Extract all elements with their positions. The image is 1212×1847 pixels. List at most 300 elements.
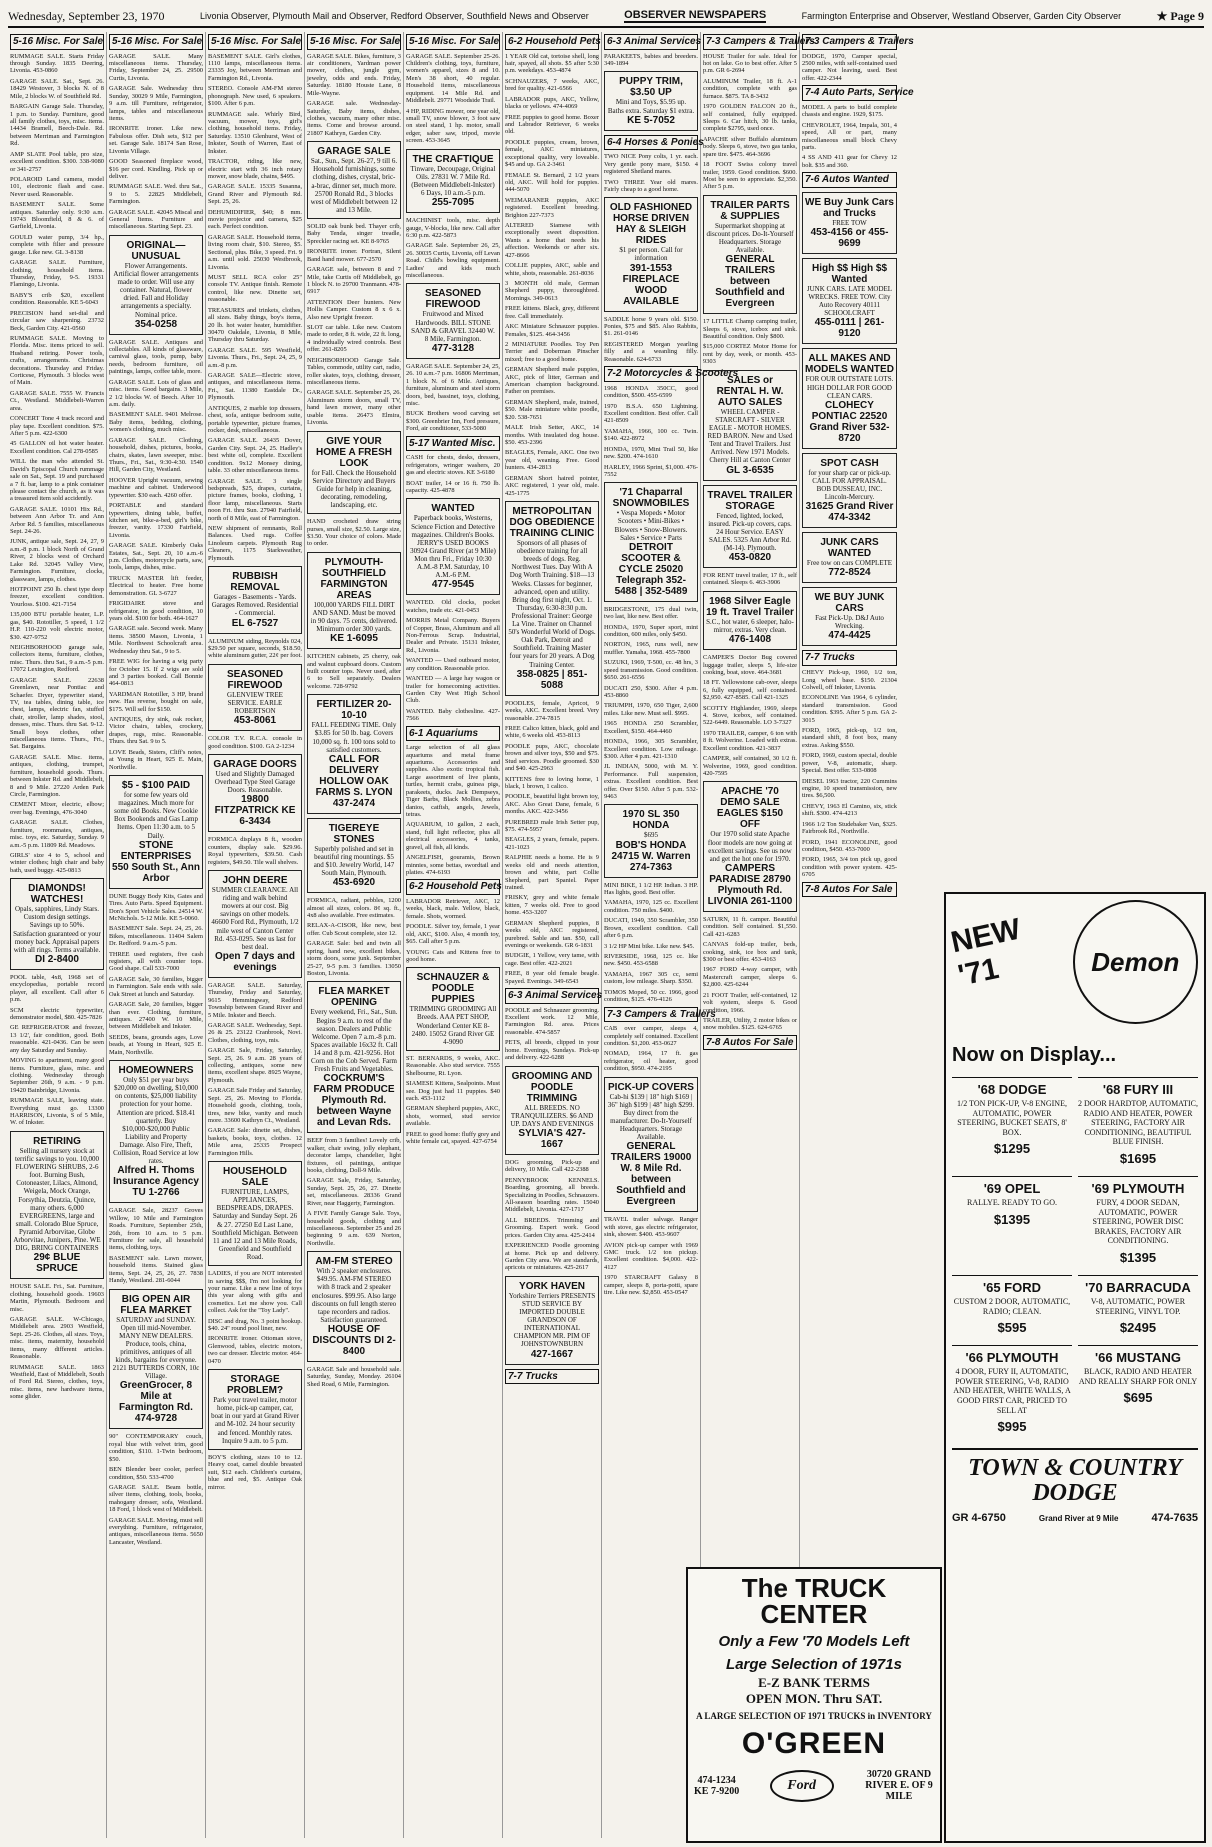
display-ad-head: AM-FM STEREO <box>315 1256 393 1268</box>
display-ad <box>307 694 401 813</box>
column-5 <box>404 32 503 1838</box>
display-ad-head: PUPPY TRIM, $3.50 UP <box>619 76 683 99</box>
classified-ad: AQUARIUM, 10 gallon, 2 each, stand, full light reflector, plus all electrical accessories, 4 tanks, gravel, all fish, all kinds. <box>406 821 500 851</box>
classified-ad: 21 FOOT Trailer, self-contained, 12 volt system, sleeps 6. Good condition, 1966. <box>703 991 797 1014</box>
car-model: '68 FURY III <box>1102 1082 1174 1097</box>
classified-ad: HONDA, 1970, Mini Trail 50, like new. $200. 474-1610 <box>604 445 698 461</box>
display-ad <box>307 1251 401 1362</box>
display-ad-head: GROOMING AND POODLE TRIMMING <box>511 1070 593 1104</box>
classified-ad: HARLEY, 1966 Sprint, $1,000. 476-7552 <box>604 463 698 478</box>
display-ad-phone: 358-0825 | 851-5088 <box>516 668 588 691</box>
display-ad-body: Every weekend, Fri., Sat., Sun. Begins 9 a.m. to rest of the season. Dealers and Public Welcome. Open 7 a.m.-8 p.m. Spaces available 16x32 ft. Call 14 and 8 p.m. 421-9256. Hot Corn on the Cob Served. Farm Fresh Fruits and Vegetables. <box>310 1008 398 1074</box>
classified-ad: IRONRITE ironer. Fortran, Silent Band hand mower. 677-2570 <box>307 248 401 263</box>
classified-ad: GARAGE SALE. Wednesday, Sept. 26 & 25. 23122 Cranbrook, Novi. Clothes, clothing, toys, mis. <box>208 1021 302 1044</box>
display-ad <box>703 781 797 911</box>
column-3 <box>206 32 305 1838</box>
classified-ad: RUMMAGE SALE, leaving state. Everything must go. 13300 HARRISON, Livonia, S of 5 Mile, W. of Inkster. <box>10 1097 104 1127</box>
display-ad-body: TRIMMING GROOMING All Breeds. AAA PET SHOP, Wonderland Center KE 8-2480. 15052 Grand River GE 4-9090 <box>409 1005 497 1046</box>
display-ad-head: APACHE '70 DEMO SALE EAGLES $150 OFF <box>716 786 784 831</box>
display-ad-phone: 455-0111 | 261-9120 <box>814 317 885 340</box>
classified-ad: BOAT trailer, 14 or 16 ft. 750 lb. capacity. 425-4878 <box>406 479 500 494</box>
classified-ad: BASEMENT Sale. Sept. 24, 25, 26. Bikes, miscellaneous. 11404 Salem Dr. Redford. 9 a.m.-5 p.m. <box>109 925 203 948</box>
display-ad-head: SEASONED FIREWOOD <box>226 668 284 691</box>
classified-ad: NEIGHBORHOOD garage sale, collectors items, furniture, clothes, misc. Thurs. thru Sat., 9 a.m.-5 p.m. 17072 Lexington, Redford. <box>10 643 104 674</box>
classified-ad: HOUSE Trailer for sale. Ideal for hot on lake. Go to best offer. After 5 p.m. GR 6-2694 <box>703 52 797 75</box>
display-ad-body: Yorkshire Terriers PRESENTS STUD SERVICE BY IMPORTED DOUBLE GRANDSON OF INTERNATIONAL CHAMPION MR. PIM OF JOHNSTOWNBURN <box>508 1291 596 1349</box>
classified-ad: TRIUMPH, 1970, 650 Tiger, 2,600 miles. Like new. Must sell. $995. <box>604 702 698 717</box>
car-price: $695 <box>1123 1390 1153 1406</box>
classified-ad: GARAGE Sale, Friday, Saturday, Sept. 25, 26. 9 a.m. 28 years of collecting, antiques, some new items, excellent shape. 8925 Wayne, Plymouth. <box>208 1047 302 1084</box>
classified-ad: TRAVEL trailer salvage. Ranger with stove, gas electric refrigerator, sink, shower. $400. 453-9607 <box>604 1216 698 1239</box>
classified-ad: GARAGE SALE. Household items, living room chair, $10. Stereo, $5. Sectional, plus. Bike, 3 speed. Fri. 9 a.m. until sold. 25030 Westbrook, Livonia. <box>208 233 302 271</box>
display-ad <box>208 566 302 633</box>
display-ad-body: for your sharp car or pick-up. CALL FOR APPRAISAL. BOB DUSSEAU, INC. Lincoln-Mercury. <box>808 468 891 502</box>
display-ad-head: TRAVEL TRAILER STORAGE <box>707 489 793 512</box>
papers-left: Livonia Observer, Plymouth Mail and Observer, Redford Observer, Southfield News and Observer <box>200 11 589 21</box>
display-ad-body: GLENVIEW TREE SERVICE. EARLE ROBERTSON <box>227 690 283 715</box>
display-ad-head: FERTILIZER 20-10-10 <box>316 699 392 722</box>
classified-ad: 1970 STARCRAFT Galaxy 8 camper, sleeps 8, porta-potti, spare tire. Like new. $2,850. 453-0547 <box>604 1274 698 1297</box>
section-header: 7-7 Trucks <box>505 1369 599 1385</box>
classified-ad: GARAGE SALE. Moving, must sell everything. Furniture, refrigerator, antiques, miscellaneous items. 5650 Lancaster, Westland. <box>109 1516 203 1546</box>
car-price: $1695 <box>1119 1150 1157 1166</box>
display-ad-head: WANTED <box>431 503 475 515</box>
display-ad-phone: 19800 FITZPATRICK KE 6-3434 <box>214 794 296 828</box>
classified-ad: ALTERED Siamese with exceptionally sweet disposition. Wants a home that needs his affection. Weekends or after six. 427-8666 <box>505 222 599 259</box>
classified-ad: 3 MONTH old male, German Shepherd puppy, thoroughbred. Mornings. 349-0613 <box>505 279 599 302</box>
classified-ad: GARAGE SALE. W-Chicago, Middlebelt area. 2903 Westfield, Sept. 25-26. Clothes, all sizes. Toys, misc. items, maternity, household items, many different articles. Reasonable. <box>10 1315 104 1361</box>
display-ad <box>604 197 698 311</box>
classified-ad: DODGE, 1970, Camper special, 2500 miles, with self-contained used camper. Not leaving, used. Best offer. 422-2344 <box>802 52 897 82</box>
section-header: 7-3 Campers & Trailers <box>703 34 797 50</box>
car-model: '69 OPEL <box>983 1180 1041 1196</box>
classified-ad: AKC Miniature Schnauzer puppies. Females, $125. 464-3456 <box>505 323 599 338</box>
classified-ad: FREE to good home: fluffy grey and white female cat, spayed. 427-6754 <box>406 1130 500 1146</box>
display-ad-body: Garages - Basements - Yards. Garages Removed. Residential - Commercial. <box>211 593 299 618</box>
car-model: '68 DODGE <box>977 1082 1047 1097</box>
classified-ad: A FIVE Family Garage Sale. Toys, household goods, clothing and miscellaneous. September 25 and 26 beginning 9 a.m. 639 Norton, Northville. <box>307 1210 401 1247</box>
classified-ad: MOVING to apartment, many good items. Furniture, glass, misc. and clothing. Wednesday through September 26th, 9 a.m. - 9 p.m. 19420 Bainbridge, Livonia. <box>10 1057 104 1094</box>
classified-ad: DOG grooming, Pick-up and delivery, 10 Mile. Call 422-2388 <box>505 1158 599 1174</box>
classified-ad: EXPERIENCED Poodle grooming at home. Pick up and delivery. Garden City area. We are standards, apricots or miniatures. 425-2617 <box>505 1242 599 1272</box>
classified-ad: FORMICA, radiant, pebbles, 1200 almost all sizes, colors. 8¢ sq. ft., 4x8 also available. Free estimates. <box>307 897 401 920</box>
display-ad-head: JUNK CARS WANTED <box>820 537 879 560</box>
classified-ad: FRIGIDAIRE stove and refrigerator, in good condition, 10 years old. $100 for both. 464-1627 <box>109 600 203 622</box>
section-header: 5-16 Misc. For Sale <box>307 34 401 50</box>
classified-ad: TREASURES and trinkets, clothes, all sizes. Baby things, boy's items, 20 lb. hot water heater, humidifier. 30470 Oakdale, Livonia, 8 Mile, Thursday thru Saturday. <box>208 306 302 344</box>
classified-ad: 1965 HONDA 250 Scrambler, Excellent, $150. 464-4460 <box>604 720 698 735</box>
classified-ad: GARAGE Sale. Wednesday thru Sunday, 30029 9 Mile, Farmington, 9 a.m. till Furniture, refrigerator, lamps, tables and miscellaneous items. <box>109 85 203 122</box>
classified-ad: DIESEL 1963 tractor, 220 Cummins engine, 10 speed transmission, new tires. $6,500. <box>802 777 897 800</box>
classified-ad: CASH for chests, desks, dressers, refrigerators, wringer washers, 20 gas and electric stoves. KE 3-6180 <box>406 454 500 477</box>
dealer-top <box>948 900 1198 1040</box>
classified-ad: MORRIS Metal Company. Buyers of Copper, Brass, Aluminum and all Non-Ferrous Scrap. Industrial, Dealer and Private. 15131 Inkster, Rd., Livonia. <box>406 617 500 654</box>
classified-ad: YAMAHA, 1967 305 cc, semi custom, low mileage. Sharp. $350. <box>604 970 698 986</box>
display-ad-phone: 453-0820 <box>728 552 772 564</box>
display-ad-phone: CALL FOR DELIVERY HOLLOW OAK FARMS S. LYON 437-2474 <box>315 753 393 809</box>
display-ad-body: Selling all nursery stock at terrific savings to you. 10,000 FLOWERING SHRUBS, 2-6 foot. Burning Bush, Cotoneaster, Lilacs, Almond, Weigela, Mock Orange, Forsythia, Deutzia, Quince, many others. 6,000 EVERGREENS, large and small. Colorado Blue Spruce, Pyramid Arborvitae, Globe Arborvitae, Junipers, Pine. WE DIG, BRING CONTAINERS <box>13 1146 101 1253</box>
display-ad-head: High $$ High $$ Wanted <box>811 262 887 285</box>
classified-ad: DEHUMIDIFIER, $40; 8 mm. movie projector and camera, $25 each. Perfect condition. <box>208 208 302 231</box>
classified-ad: BOY'S clothing, sizes 10 to 12. Heavy coat, camel double breasted suit, $12 each. Children's curtains, blue and red, $5. Antique Oak mirror. <box>208 1453 302 1491</box>
car-desc: 2 DOOR HARDTOP, AUTOMATIC, RADIO AND HEATER, POWER STEERING, FACTORY AIR CONDITIONING, BEAUTIFUL BLUE FINISH. <box>1078 1099 1198 1147</box>
display-ad-body: FREE TOW <box>832 218 867 227</box>
display-ad-body: 100,000 YARDS FILL DIRT AND SAND. Must be moved in 90 days. 75 cents, delivered. Minimum order 300 yards. <box>310 600 398 634</box>
truck-line-4: OPEN MON. Thru SAT. <box>745 1691 883 1706</box>
classified-ad: 18 FOOT Swiss colony travel trailer, 1959. Good condition. $600. Most be seen to appreciate. $2,350. After 5 p.m. <box>703 161 797 191</box>
display-ad-head: SALES or RENTAL H. W. AUTO SALES <box>716 374 784 408</box>
display-ad-head: STORAGE PROBLEM? <box>226 1374 284 1397</box>
classified-ad: GERMAN Shepherd puppies, AKC, shots, wormed, stud service available. <box>406 1105 500 1128</box>
classified-ad: PENNYBROOK KENNELS. Boarding, grooming, all breeds. Specializing in Poodles, Schnauzers. All-season boarding rates. 15040 Middlebelt, Livonia. 427-1717 <box>505 1176 599 1214</box>
display-ad-phone: KE 1-6095 <box>330 633 378 645</box>
display-ad-phone: KE 5-7052 <box>627 114 675 126</box>
classified-ad: BARGAIN Garage Sale. Thursday, 1 p.m. to Sunday. Furniture, good all family clothes, toys, misc. items. 14434 Bramell, Beech-Dale. Rd. between Merriman and Farmington Rd. <box>10 103 104 148</box>
display-ad-body: Used and Slightly Damaged Overhead Type Steel Garage Doors. Reasonable. <box>214 769 296 795</box>
truck-line-3: E-Z BANK TERMS <box>758 1675 870 1690</box>
classified-ad: 1970 B.S.A. 650 Lightning. Excellent condition. Best offer. Call 421-8509 <box>604 402 698 425</box>
classified-ad: CAMPER, self contained, 30 1/2 ft. Wolverine, 1969, good condition. 420-7595 <box>703 755 797 778</box>
car-listing <box>952 1275 1072 1335</box>
classified-ad: BEN Blender beer cooler, perfect condition, $50. 533-4700 <box>109 1466 203 1481</box>
display-ad-phone: Alfred H. Thoms Insurance Agency TU 1-2766 <box>113 1165 199 1199</box>
classified-ad: DUNE Buggy Body Kits, Gates and Tires. Auto Parts. Speed Equipment. Don's Sport Vehicle Sales. 24514 W. McNichols. 5-12 Mile. KE 5-0060. <box>109 892 203 922</box>
display-ad-head: HOUSEHOLD SALE <box>223 1166 287 1189</box>
classified-ad: BUCK Brothers wood carving set $300. Greenbrier Inn, Ford pressure, Ford, air conditioner, 533-5080 <box>406 410 500 433</box>
display-ad-head: ORIGINAL—UNUSUAL <box>126 239 186 262</box>
display-ad <box>109 1289 203 1430</box>
classified-ad: MUST SELL RCA color 25" console TV. Antique finish. Remote control, like new. Dinette set, reasonable. <box>208 273 302 304</box>
car-price: $1395 <box>993 1211 1031 1227</box>
display-ad <box>406 967 500 1051</box>
classified-ad: CEMENT Mixer, electric, elbow; over bag. Evenings, 476-3040 <box>10 801 104 816</box>
classified-ad: WANTED — A large hay wagon or trailer for homecoming activities. Garden City West High School Club. <box>406 675 500 705</box>
classified-ad: KITCHEN cabinets, 25 cherry, oak and walnut cupboard doors. Custom built counter tops. Never used, after 6 to Sell separately. Dealers welcome. 728-9792 <box>307 653 401 690</box>
truck-line-1: Only a Few '70 Models Left <box>718 1633 910 1650</box>
masthead <box>8 6 1204 28</box>
classified-ad: 1970 TRAILER, camper, 6 ton with 8 ft. Wolverine. Loaded with extras. Excellent condition. 421-3837 <box>703 729 797 752</box>
section-header: 7-3 Campers & Trailers <box>802 34 897 50</box>
dealer-address: Grand River at 9 Mile <box>1038 1513 1119 1523</box>
classified-ad: POODLE. Silver toy, female, 1 year old, AKC, $100. Also, 4 month toy, $65. Call after 5 p.m. <box>406 923 500 946</box>
classified-ad: 3 1/2 HP Mini bike. Like new. $45. <box>604 942 695 950</box>
display-ad-head: TIGEREYE STONES <box>328 822 380 845</box>
classified-ad: PETS, all breeds, clipped in your home. Evenings, Sundays. Pick-up and delivery. 422-6288 <box>505 1039 599 1062</box>
classified-ad: GERMAN Short haired pointer, AKC registered, 1 year old, male. 425-1775 <box>505 474 599 497</box>
classified-ad: NORTON, 1965, runs well, new muffler. Yamaha, 1968. 455-7800 <box>604 641 698 656</box>
display-ad-phone: STONE ENTERPRISES 550 South St., Ann Arbor <box>112 839 200 884</box>
display-ad-head: SPOT CASH <box>820 457 879 469</box>
classified-ad: GARAGE SALE. Clothing, household, dishes, pictures, books, chairs, skates, lawn sweeper, misc. Thurs., Fri., Sat., 9:30-4:30. 1540 Hill, Garden City, Westland. <box>109 436 203 474</box>
dealer-contact <box>952 1512 1198 1524</box>
classified-ad: MACHINIST tools, misc. depth gauge, V-blocks, like new. Call after 6:30 p.m. 422-5873 <box>406 217 500 239</box>
town-country-dodge-ad <box>944 892 1206 1843</box>
classified-ad: GARAGE SALE. Misc. items, antiques, clothing, trumpet, furniture, household goods. Thurs. between Inkster Rd. and Middlebelt, 8 and 9 Mile. 27220 Arden Park Circle, Farmington. <box>10 753 104 798</box>
classified-ad: GARAGE SALE. September 25, 26. Aluminum storm doors, small TV, hand lawn mower, many other usable items. 26473 Elmira, Livonia. <box>307 389 401 427</box>
section-header: 6-3 Animal Services <box>505 988 599 1004</box>
column-2 <box>107 32 206 1838</box>
display-ad-head: 1970 SL 350 HONDA <box>622 809 680 832</box>
display-ad-phone: 476-1408 <box>728 634 772 646</box>
display-ad-phone: DETROIT SCOOTER & CYCLE 25020 Telegraph 352-5488 | 352-5489 <box>614 541 688 597</box>
display-ad <box>208 754 302 832</box>
classified-ad: GARAGE Sale, 30 families, bigger in Farmington. Sale ends with sale. Oak Street at lunch and Saturday. <box>109 975 203 998</box>
display-ad <box>802 348 897 448</box>
classified-ad: GARAGE SALE. September 24, 25, 26. 10 a.m.-7 p.m. 16806 Merriman, 1 block N. of 6 Mile. Antiques, furniture, aluminum and steel storm doors, bed, bassinet, toys, clothing, misc. <box>406 362 500 408</box>
display-ad <box>208 664 302 731</box>
dealer-name: TOWN & COUNTRY DODGE <box>952 1448 1198 1506</box>
display-ad-body: Fenced, lighted, locked, insured. Pick-up covers, caps. 24 Hour Service. EASY SALES. 5325 Ann Arbor Rd. (M-14). Plymouth. <box>708 511 792 552</box>
car-listing <box>1078 1345 1198 1434</box>
classified-ad: RUMMAGE sale. Whirly Bird, vacuum, mower, toys, girl's clothing, household items. Friday, Saturday. 13510 Glenhurst, West of Inkster, South of Warren, East of Inkster. <box>208 110 302 155</box>
dealer-phone-2: 474-7635 <box>1151 1512 1198 1525</box>
car-desc: BLACK, RADIO AND HEATER AND REALLY SHARP FOR ONLY <box>1078 1367 1198 1386</box>
section-header: 5-16 Misc. For Sale <box>10 34 104 50</box>
classified-ad: ATTENTION Deer hunters. New Hollis Camper. Custom 8 x 6 x. Also new Upright freezer. <box>307 298 401 321</box>
display-ad <box>604 804 698 877</box>
classified-ad: SLOT car table. Like new. Custom made to order, 8 ft. wide, 22 ft. long, 4 individually wired controls. Best offer. 261-8205 <box>307 324 401 354</box>
display-ad-body: Tinware, Decoupage, Original Oils. 27831 W. 7 Mile Rd. (Between Middlebelt-Inkster) 6 Days, 10 a.m.-5 p.m. <box>410 164 496 197</box>
display-ad <box>109 235 203 335</box>
display-ad-head: DIAMONDS! WATCHES! <box>28 883 86 906</box>
classified-ad: RALPHIE needs a home. He is 9 weeks old and needs attention, brown and white, part Collie Shepherd, part Spaniel. Paper trained. <box>505 854 599 891</box>
classified-ad: CONCERT Tone 4 track record and play tape. Excellent condition. $75. After 5 p.m. 422-6300 <box>10 415 104 437</box>
classified-ad: GARAGE SALE. Kimberly Oaks Estates, Sat., Sept. 20, 10 a.m.-6 p.m. Clothes, motorcycle parts, saw, tools, lamps, dishes, misc. <box>109 542 203 572</box>
display-ad-head: PICK-UP COVERS <box>608 1081 694 1093</box>
display-ad-phone: 453-8061 <box>233 715 277 727</box>
classified-ad: GERMAN Shepherd, male, trained, $50. Male miniature white poodle, $20. 538-7651 <box>505 398 599 421</box>
classified-ad: HOTPOINT 250 lb. chest type deep freezer, excellent condition. Yourloss. $100. 421-7154 <box>10 586 104 608</box>
truck-title: The TRUCK CENTER <box>741 1573 887 1629</box>
classified-ad: TRACTOR, riding, like new, electric start with 36 inch rotary mower, snow blade, chains, $495. <box>208 158 302 180</box>
truck-contact <box>694 1769 934 1802</box>
display-ad <box>802 192 897 254</box>
classified-ad: FEMALE St. Bernard, 2 1/2 years old, AKC. Will hold for puppies. 444-5070 <box>505 171 599 194</box>
classified-ad: JUNK, antique sale, Sept. 24, 27, 9 a.m.-8 p.m. 1 block North of Grand River, 2 blocks west of Orchard Lake Rd. 32045 Valley View, Farmington. Furniture, clocks, glassware, lamps, clothes. <box>10 538 104 583</box>
display-ad-head: METROPOLITAN DOG OBEDIENCE TRAINING CLINIC <box>509 505 595 539</box>
classified-ad: ANTIQUES, dry sink, oak rocker, Victor chairs, tables, crockery, drapes, rugs, misc. Reasonable. Thurs. thru Sat. 9 to 5. <box>109 716 203 746</box>
classified-ad: BEAGLES, 2 years, female, papers. 421-1023 <box>505 836 599 851</box>
display-ad <box>307 552 401 649</box>
display-ad-phone: 31625 Grand River 474-3342 <box>805 501 894 524</box>
classified-ad: JL INDIAN, 5000, with M. Y. Performance. Full suspension, extras. Excellent condition. Best offer. Over $150. After 5 p.m. 532-9463 <box>604 763 698 801</box>
display-ad-body: • Vespa Mopeds • Motor Scooters • Mini-Bikes • Blowers • Snow-Blowers. Sales • Service • Parts <box>614 509 688 542</box>
classified-ad: POODLE, beautiful light brown toy, AKC. Also Great Dane, female, 6 months. AKC. 422-3456 <box>505 793 599 816</box>
classified-ad: GARAGE sale, between 8 and 7 Mile, take Curtis off Middlebelt, go 1 block N. to 29700 Tranmann. 478-6917 <box>307 266 401 296</box>
classified-ad: GERMAN Shepherd puppies, 8 weeks old, AKC registered, purebred. Sable and tan. $50, call evenings or weekends. GR 6-1831 <box>505 919 599 949</box>
display-ad <box>109 1060 203 1203</box>
display-ad <box>703 485 797 569</box>
display-ad-body: Only $51 per year buys $20,000 on dwelling, $10,000 on contents, $25,000 liability protection for your home. Attention are priced. $18.41 quarterly. Buy $10,000-$20,000 Public Liability and Property Damage. Also Fire, Theft, Collision, Road Service at low rates. <box>113 1076 199 1166</box>
classified-ad: GARAGE Sale, Friday, Saturday, Sunday, Sept. 25, 26, 27. Dinette set, miscellaneous. 28336 Grand River, near Haggerty, Farmington. <box>307 1177 401 1207</box>
car-price: $595 <box>997 1320 1027 1336</box>
classified-ad: FREE puppies to good home. Boxer and Labrador Retriever, 6 weeks old. <box>505 113 599 136</box>
display-ad-body: Opals, sapphires, Lindy Stars. Custom design settings. Savings up to 50%. Satisfaction guaranteed or your money back. Appraisal papers with all rings. Terms available. <box>13 905 101 954</box>
classified-ad: GOULD water pump, 3/4 hp., complete with filter and pressure gauge. Like new. GL 3-8138 <box>10 233 104 256</box>
display-ad-phone: GreenGrocer, 8 Mile at Farmington Rd. 474-9728 <box>119 1380 193 1425</box>
classified-ad: GARAGE SALE. 7555 W. Francis Ct., Westland. Middlebelt-Warren area. <box>10 389 104 412</box>
classified-ad: GARAGE SALE. 3 single bedspreads, $25, drapes, curtains, picture frames, books, clothing, 1 floor lamp, miscellaneous. Starts noon Fri. thru Sun. 27940 Fairfield, north of 8 Mile, east of Farmington. <box>208 477 302 522</box>
display-ad-body: Cab-hi $139 | 18" high $169 | 36" high $199 | 48" high $299. Buy direct from the manufacturer. Do-It-Yourself Headquarters. Storage Available. <box>607 1092 695 1142</box>
classified-ad: AVION pick-up camper with 1969 GMC truck. 1/2 ton pickup. Excellent condition. $4,000. 422-4127 <box>604 1241 698 1271</box>
display-ad-body: With 2 speaker enclosures. $49.95. AM-FM STEREO with 8 track and 2 speaker enclosures. $99.95. Also large discounts on full length stereo tape recorders and radios. Satisfaction guaranteed. <box>311 1267 397 1324</box>
display-ad-head: $5 - $100 PAID <box>121 780 191 791</box>
display-ad <box>802 532 897 583</box>
car-desc: 4 DOOR, FURY II, AUTOMATIC, POWER STEERING, V-8, RADIO AND HEATER, WHITE WALLS, A GOOD FIRST CAR, PRICED TO SELL AT <box>953 1367 1071 1415</box>
classified-ad: $15,000 CORTEZ Motor Home for rent by day, week, or month. 453-9303 <box>703 343 797 366</box>
classified-ad: BUDGIE, 1 Yellow, very tame, with cage. Best offer. 422-2021 <box>505 952 599 967</box>
column-1 <box>8 32 107 1838</box>
classified-ad: SCHNAUZERS, 7 weeks, AKC, bred for quality. 421-6566 <box>505 77 599 93</box>
classified-ad: 1966 1/2 Ton Studebaker Van, $325. Fairbrook Rd., Northville. <box>802 820 897 836</box>
classified-ad: GARAGE SALE. 10101 Hix Rd., between Ann Arbor Tr. and Ann Arbor Rd. 5 families, miscellaneous Sept. 24-26. <box>10 505 104 536</box>
display-ad-head: FLEA MARKET OPENING <box>318 986 390 1009</box>
classified-ad: ECONOLINE Van 1964, 6 cylinder, standard transmission. Good condition. $395. After 5 p.m. GA 2-3015 <box>802 694 897 724</box>
classified-ad: FREE WIG for having a wig party for October 15. If 2 wigs are sold and 3 parties booked. Call Bonnie 464-0813 <box>109 658 203 688</box>
classified-ad: 2 MINIATURE Poodles. Toy Pen Terrier and Doberman Pinscher mixed; free to a good home. <box>505 340 599 363</box>
display-ad-body: Sponsors of all phases of obedience training for all breeds of dogs. Reg. Northwest Tues. Day With A Dog Worth Training. $18—13 Weeks. Classes for beginner, advanced, open and utility. Bring dog first night, Oct. 1. Thursday, 6:30-8:30 p.m. Professional Trainer: George La Vine. Trainer on Channel 50's Wonderful World of Dogs. Oak Park, Detroit and Southfield. Training Master four years for 20 years. A Dog Training Center. <box>508 538 596 669</box>
display-ad-head: RETIRING <box>33 1135 81 1147</box>
display-ad-body: WHEEL CAMPER - STARCRAFT - SILVER EAGLE - MOTOR HOMES. RED BARON. New and Used Tent and Travel Trailers. Just Arrived. New 1971 Models. Cherry Hill at Canton Center <box>707 407 793 465</box>
classified-ad: GARAGE SALE—Electric stove, antiques, and miscellaneous items. Fri., Sat. 11380 Eastdale Dr., Plymouth. <box>208 372 302 402</box>
classified-ad: ALUMINUM Trailer, 18 ft. A-1 condition, complete with gas furnace. $875. TA 8-3432 <box>703 77 797 100</box>
display-ad <box>406 149 500 213</box>
display-ad-head: GARAGE DOORS <box>213 758 297 770</box>
classified-ad: RIVERSIDE, 1968, 125 cc. like new. $450. 453-6588 <box>604 952 698 968</box>
classified-ad: GARAGE SALE. Beam bottle, silver items, clothing, tools, books, mahogany dresser, sofa, Westland. 18 Ford, 1 block west of Middlebelt. <box>109 1483 203 1514</box>
classified-ad: BASEMENT SALE. Girl's clothes, 1110 lamps, miscellaneous items. 23335 Joy, between Merriman and Farmington Rd., Livonia. <box>208 52 302 82</box>
classified-ad: DUCATI, 1949, 350 Scrambler, 350 Brown, excellent condition. Call after 6 p.m. <box>604 917 698 940</box>
display-ad-phone: 453-4156 or 455-9699 <box>810 226 889 249</box>
section-header: 7-6 Autos Wanted <box>802 172 897 188</box>
truck-center-ad <box>686 1567 942 1843</box>
classified-ad: STEREO. Console AM-FM stereo phonograph. New used, 6 speakers. $100. After 6 p.m. <box>208 85 302 108</box>
display-ad-head: '71 Chaparral SNOWMOBILES <box>612 487 690 510</box>
classified-ad: FORD, 1969, custom special, double power, V-8, automatic, sharp. Special. Best offer. 533-0808 <box>802 752 897 775</box>
papers-right: Farmington Enterprise and Observer, Westland Observer, Garden City Observer <box>801 11 1122 21</box>
truck-line-2: Large Selection of 1971s <box>726 1656 902 1673</box>
classified-ad: ANGELFISH, gouramis, Brown minnies, some bettas, swordtail and platies. 474-6193 <box>406 854 500 876</box>
car-model: '66 MUSTANG <box>1095 1350 1181 1366</box>
display-ad-phone: 354-0258 <box>134 318 178 330</box>
classified-ad: CHEVY Pick-up, 1960, 1/2 ton, Long wheel base. $150. 21304 Colwell, off Inkster, Livonia. <box>802 669 897 691</box>
classified-ad: PUREBRED male Irish Setter pup, $75. 474-5957 <box>505 818 599 834</box>
display-ad-head: PLYMOUTH-SOUTHFIELD FARMINGTON AREAS <box>320 556 388 601</box>
classified-ad: SCOTTY Highlander, 1969, sleeps 4. Stove, icebox, self contained. 522-6449. Reasonable. LO 3-7327 <box>703 704 797 727</box>
classified-ad: GARAGE SALE. 15335 Susanna, Grand River and Plymouth Rd. Sept. 25, 26. <box>208 183 302 206</box>
car-listings <box>952 1077 1198 1434</box>
classified-ad: HAND crocheted draw string purses, small size, $2.50. Large size, $3.50. Your choice of colors. Made to order. <box>307 518 401 548</box>
classified-ad: DUCATI 250, $300. After 4 p.m. 453-8860 <box>604 684 698 699</box>
classified-ad: GARAGE SALE. September 25-26. Children's clothing, toys, furniture, women's apparel, sizes 8 and 10. Men's 38 short, 40 regular. Household items, miscellaneous equipment. 14 Mile Rd. and Middlebelt. 29771 Woodside Trail. <box>406 52 500 105</box>
classified-ad: FORMICA displays 8 ft., wooden counters, display sale. $29.96. Royal typewriters, $39.50. Cash registers, $49.50. Tile wall shelves. <box>208 836 302 866</box>
car-desc: RALLYE. READY TO GO. <box>967 1197 1057 1207</box>
classified-ad: CHEVROLET, 1964, Impala, 301, 4 speed, All or part, many miscellaneous small block Chevy parts. <box>802 121 897 151</box>
classified-ad: HOOVER Upright vacuum, sewing machine and cabinet. Underwood typewriter. $30 each. 4260 offer. <box>109 476 203 499</box>
display-ad <box>307 141 401 219</box>
section-header: 6-4 Horses & Ponies <box>604 135 698 151</box>
car-listing <box>952 1077 1072 1166</box>
classified-ad: 17 LITTLE Champ camping trailer, Sleeps 6, stove, icebox and sink. Beautiful condition. Only $800. <box>703 318 797 341</box>
car-listing <box>952 1176 1072 1265</box>
display-ad-head: OLD FASHIONED HORSE DRIVEN HAY & SLEIGH RIDES <box>609 202 693 247</box>
new-71-badge: NEW '71 <box>948 912 1024 993</box>
classified-ad: LOVE Beads, Sisters, Cliff's notes, at Young in Heart, 925 E. Main, Northville. <box>109 748 203 771</box>
section-header: 5-16 Misc. For Sale <box>208 34 302 50</box>
car-listing <box>1078 1275 1198 1335</box>
display-ad-phone: HOUSE OF DISCOUNTS DI 2-8400 <box>312 1323 396 1357</box>
classified-ad: FORD, 1965, pick-up, 1/2 ton, standard shift, 8 foot box, many extras. Asking $550. <box>802 727 897 749</box>
display-ad <box>604 482 698 601</box>
newspaper-brand: OBSERVER NEWSPAPERS <box>624 9 767 21</box>
display-ad <box>10 1131 104 1279</box>
classified-ad: BEAGLES, Female, AKC. One two year old, weaning. Free. Good hunters. 434-2813 <box>505 449 599 472</box>
classified-ad: BABY'S crib $20, excellent condition. Reasonable. KE 5-6043 <box>10 291 104 307</box>
classified-ad: FRISKY, grey and white female kitten, 7 weeks old. Free to good home. 453-3207 <box>505 894 599 917</box>
section-header: 5-16 Misc. For Sale <box>109 34 203 50</box>
classified-ad: GARAGE SALE. 26435 Dover, Garden City. Sept. 24, 25. Hadley's best white oil, complete. Excellent condition. 9x12 Monsey dining, table. 33 other miscellaneous items. <box>208 437 302 475</box>
section-header: 6-3 Animal Services <box>604 34 698 50</box>
classified-ad: FREE Calico kitten, black, gold and white, 6 weeks old. 453-8113 <box>505 724 599 740</box>
display-ad-body: FURNITURE, LAMPS, APPLIANCES, BEDSPREADS, DRAPES. Saturday and Sunday Sept. 26 & 27. 27250 Ed Last Lane, Southfield Michigan. Between 11 and 12 and 13 Mile Roads, Greenfield and Southfield Road. <box>212 1188 298 1261</box>
display-ad-body: Flower Arrangements. Artificial flower arrangements made to order. Will use any container. Natural, flower dried. Fall and Holiday arrangements a specialty. Nominal price. <box>113 261 199 319</box>
classified-ad: GARAGE SALE. Furniture, clothing, household items. Thursday, Friday, 9-5. 19331 Flamingo, Livonia. <box>10 259 104 289</box>
classified-ad: DISC and drag, No. 3 point hookup. $40. 24" round pool liner, new. <box>208 1317 302 1333</box>
truck-address: 30720 GRAND RIVER E. OF 9 MILE <box>865 1769 933 1802</box>
classified-ad: TOMOS Moped, 50 cc. 1966, good condition, $125. 476-4126 <box>604 988 698 1004</box>
classified-ad: YARDMAN Rototiller, 3 HP, brand new. Has reverse, bought on sale, $175. Will sell for $150. <box>109 690 203 713</box>
demon-logo-icon: Demon <box>1073 900 1198 1024</box>
display-ad-phone: DI 2-8400 <box>35 953 79 965</box>
classified-ad: THREE used registers, five cash registers, all with counter tops. Good shape. Call 533-7000 <box>109 950 203 973</box>
display-ad-body: SUMMER CLEARANCE. All riding and walk behind mowers at our cost. Big savings on other models. 46600 Ford Rd., Plymouth, 1/2 mile west of Canton Center Rd. 453-0295. See us last for best deal. <box>211 885 299 951</box>
column-6 <box>503 32 602 1838</box>
section-header: 7-8 Autos For Sale <box>802 882 897 898</box>
section-header: 7-3 Campers & Trailers <box>604 1007 698 1023</box>
classified-ad: WANTED. Baby clothesline. 427-7566 <box>406 707 500 723</box>
dealer-phone-1: GR 4-6750 <box>952 1512 1006 1525</box>
car-model: '69 PLYMOUTH <box>1091 1180 1185 1196</box>
classified-ad: POODLE and Schnauzer grooming. Excellent work. 12 Mile, Farmington Rd. area. Prices reasonable. 474-5857 <box>505 1006 599 1036</box>
classified-ad: SEEDS, beans, grounds ages, Love beads, at Young in Heart, 925 E. Main, Northville. <box>109 1033 203 1056</box>
classified-ad: GARAGE Sale, 28237 Groves Willow, 10 Mile and Farmington Roads. Furniture, September 25th, 26th, from 10 a.m. to 5 p.m. Furniture for sale, all household items, clothing, toys. <box>109 1207 203 1252</box>
section-header: 7-4 Auto Parts, Service <box>802 85 897 101</box>
classified-ad: GARAGE SALE. Saturday, Thursday, Friday and Saturday, 9615 Hemmingway, Redford Township between Grand River and 5 Mile. Inkster and Beech. <box>208 981 302 1019</box>
display-ad-body: Fruitwood and Mixed Hardwoods. BILL STONE SAND & GRAVEL 32440 W. 8 Mile, Farmington. <box>411 310 495 343</box>
classified-ad: COLLIE puppies, AKC, sable and white, shots, reasonable. 261-8036 <box>505 262 599 277</box>
display-ad <box>208 1369 302 1450</box>
display-ad <box>604 71 698 130</box>
classified-ad: ANTIQUES, 2 marble top dressers, chest, sofa, antique bedroom suite, portable typewriter, picture frames, rocker, desk, miscellaneous. <box>208 404 302 434</box>
display-ad <box>307 431 401 515</box>
classified-ad: 1967 FORD 4-way camper, with Mastercraft camper, sleeps 6. $2,800. 425-6244 <box>703 966 797 989</box>
truck-phone-1: 474-1234 <box>697 1774 736 1786</box>
classified-ad: NEIGHBORHOOD Garage Sale. Tables, commode, utility cart, radio, roller skates, toys, clothing, dresser, miscellaneous items. <box>307 356 401 387</box>
classified-ad: LADIES, if you are NOT interested in saving $$$, I'm not looking for your name. Like a new line of toys this year along with gifts and cosmetics. Let me show you. Call collect. Ask for the "Toy Lady". <box>208 1270 302 1315</box>
classified-ad: 1968 HONDA 350CC, good condition, $500. 455-6599 <box>604 384 698 400</box>
display-ad-body: FALL FEEDING TIME. Only $3.85 for 50 lb. bag. Covers 10,000 sq. ft. 100 tons sold to satisfied customers. <box>311 721 397 754</box>
classified-ad: 1 YEAR Old cat, tortoise shell, long hair, spayed, all shots. $5 after 5:30 p.m. weekdays. 453-4874 <box>505 52 599 75</box>
classified-ad: BASEMENT sale. Lawn mower, household items. Stained glass items, Sept. 24, 25, 26, 27. 7838 Handy, Westland. 281-6044 <box>109 1254 203 1285</box>
classified-ad: GARAGE SALE. Lots of glass and misc. items. Good bargains. 3 Mile, 2 1/2 blocks W. of Beech. After 10 a.m. daily. <box>109 378 203 409</box>
classified-ad: GARAGE SALE. Clothes, furniture, roommates, antiques, misc. toys, etc. Saturday, Sunday. 9 a.m.-5 p.m. 11809 Rd. Meadows. <box>10 819 104 849</box>
classified-ad: WEIMARANER puppies, AKC registered. Excellent breeding. Brighton 227-7373 <box>505 196 599 219</box>
display-ad <box>802 258 897 344</box>
classified-ad: NEW shipment of remnants, Roll Balances. Used rugs. Coffee Linoleum carpets. Plymouth Rug Cleaners, 1175 Starkweather, Plymouth. <box>208 525 302 562</box>
display-ad-body: Superbly polished and set in beautiful ring mountings. $5 and $10. Jewelry World, 147 South Main, Plymouth. <box>313 844 395 878</box>
classified-ad: BASEMENT SALE. 9401 Melrose. Baby items, bedding, clothing, women's clothing, much misc. <box>109 411 203 434</box>
classified-ad: SCM electric typewriter, demonstrator model, $80. 425-7826 <box>10 1006 104 1021</box>
